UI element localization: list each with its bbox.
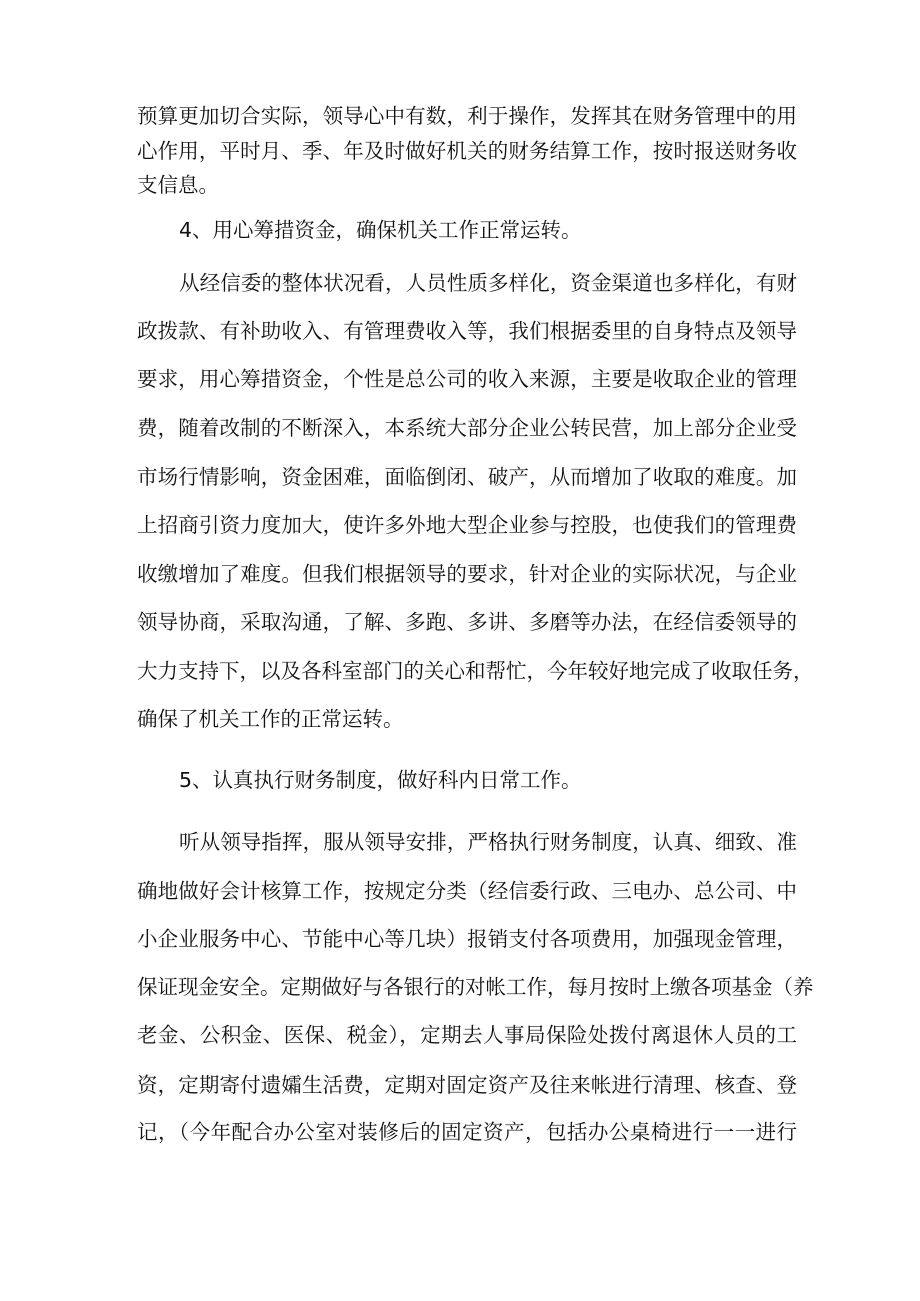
para-4-line-9: 大力支持下，以及各科室部门的关心和帮忙，今年较好地完成了收取任务， [137,659,814,683]
para-4-line-6: 上招商引资力度加大，使许多外地大型企业参与控股，也使我们的管理费 [137,513,797,537]
para-4-line-1: 从经信委的整体状况看，人员性质多样化，资金渠道也多样化，有财 [179,271,797,295]
para-5-line-3: 小企业服务中心、节能中心等几块）报销支付各项费用，加强现金管理， [137,927,797,951]
section-heading-4: 4、用心筹措资金，确保机关工作正常运转。 [179,218,582,242]
para-4-line-5: 市场行情影响，资金困难，面临倒闭、破产，从而增加了收取的难度。加 [137,465,797,489]
para-5-line-6: 资，定期寄付遗孀生活费，定期对固定资产及往来帐进行清理、核查、登 [137,1073,797,1097]
section-heading-5: 5、认真执行财务制度，做好科内日常工作。 [179,768,582,792]
para-4-line-10: 确保了机关工作的正常运转。 [137,707,404,731]
para-5-line-1: 听从领导指挥，服从领导安排，严格执行财务制度，认真、细致、准 [179,830,797,854]
para-4-line-4: 费，随着改制的不断深入，本系统大部分企业公转民营，加上部分企业受 [137,416,797,440]
para-5-line-4: 保证现金安全。定期做好与各银行的对帐工作，每月按时上缴各项基金（养 [137,975,814,999]
para-4-line-2: 政拨款、有补助收入、有管理费收入等，我们根据委里的自身特点及领导 [137,319,797,343]
para-4-line-7: 收缴增加了难度。但我们根据领导的要求，针对企业的实际状况，与企业 [137,562,797,586]
intro-line-2: 心作用，平时月、季、年及时做好机关的财务结算工作，按时报送财务收 [137,139,797,163]
intro-line-3: 支信息。 [137,173,219,197]
para-5-line-2: 确地做好会计核算工作，按规定分类（经信委行政、三电办、总公司、中 [137,879,797,903]
para-5-line-7: 记，（今年配合办公室对装修后的固定资产，包括办公桌椅进行一一进行 [137,1120,797,1144]
para-4-line-8: 领导协商，采取沟通，了解、多跑、多讲、多磨等办法，在经信委领导的 [137,610,797,634]
para-4-line-3: 要求，用心筹措资金，个性是总公司的收入来源，主要是收取企业的管理 [137,367,797,391]
para-5-line-5: 老金、公积金、医保、税金），定期去人事局保险处拨付离退休人员的工 [137,1023,797,1047]
intro-line-1: 预算更加切合实际，领导心中有数，利于操作，发挥其在财务管理中的用 [137,104,797,128]
